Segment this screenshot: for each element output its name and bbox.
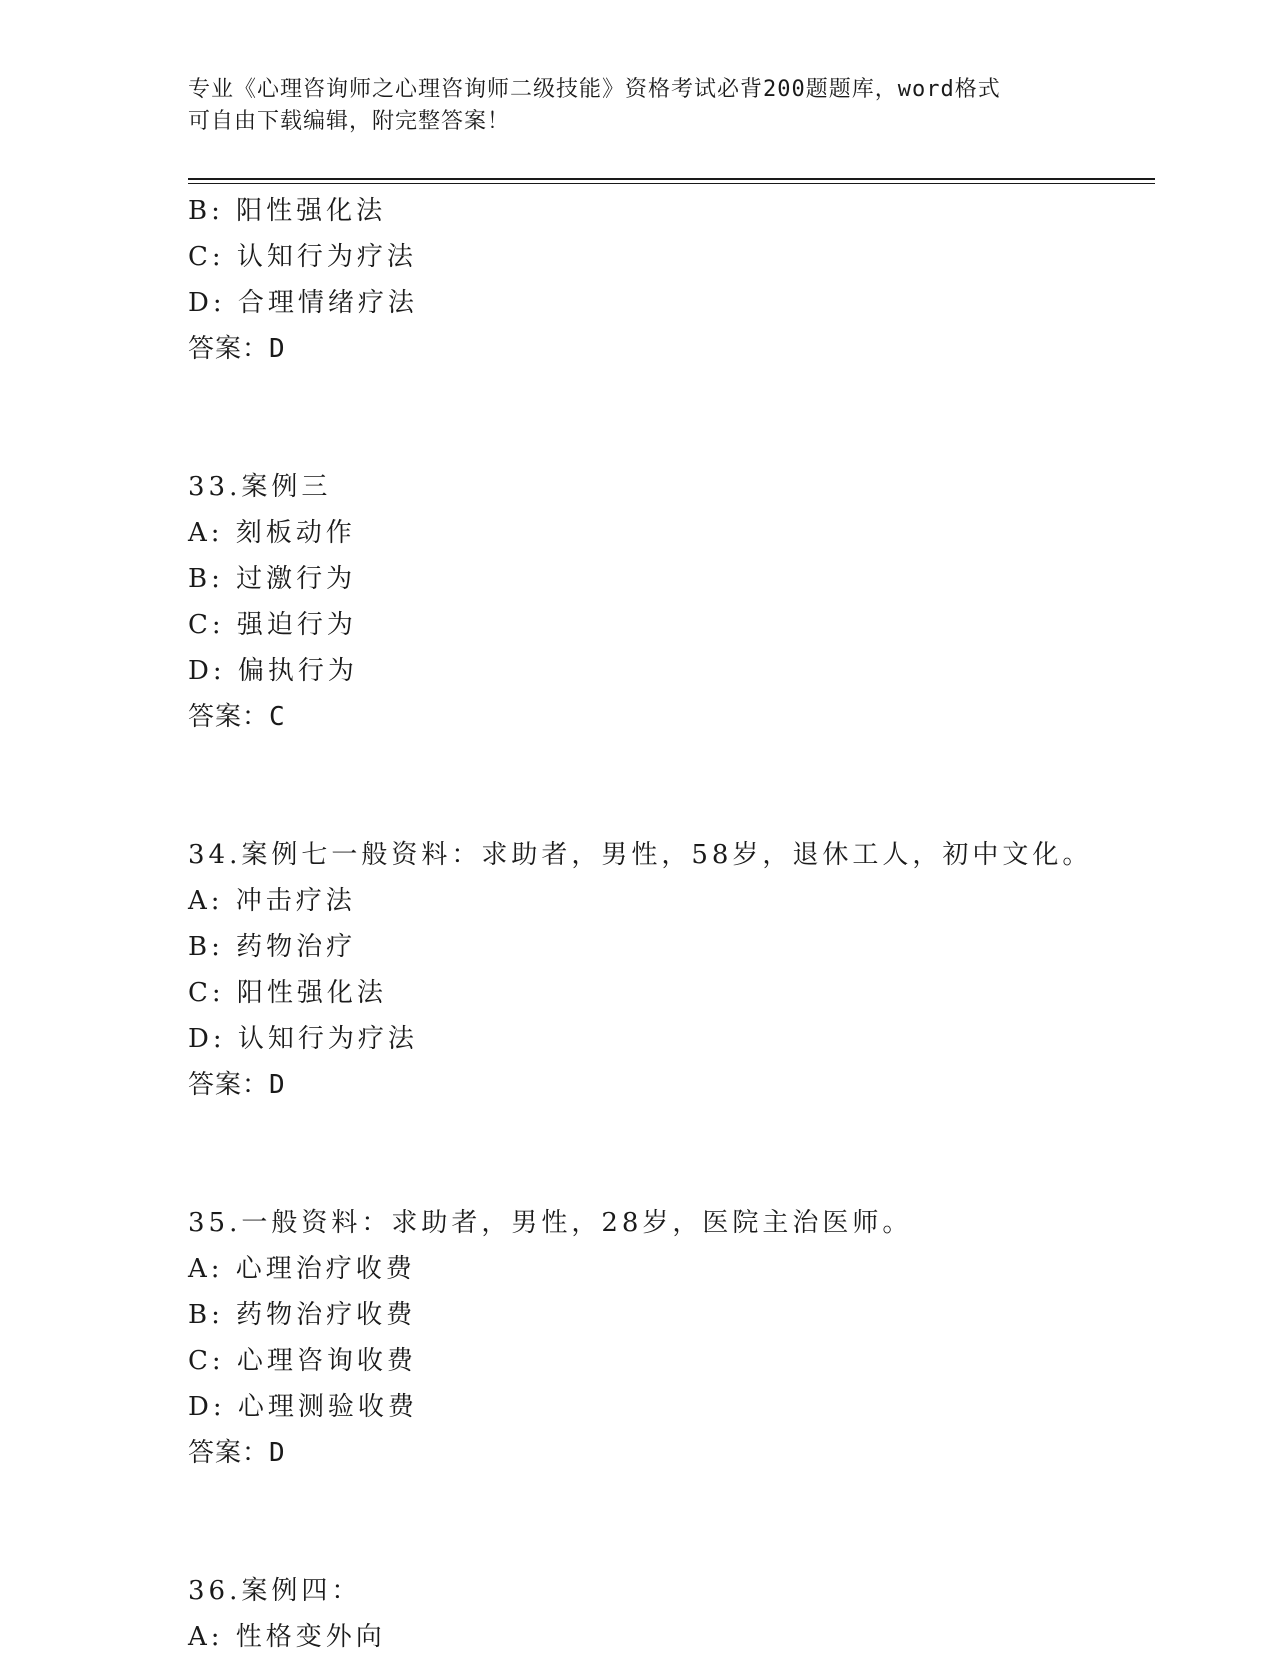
option-c: C: 心理咨询收费: [188, 1346, 417, 1376]
option-a: A: 刻板动作: [188, 518, 356, 548]
option-a: A: 冲击疗法: [188, 886, 356, 916]
header-line-2: 可自由下载编辑，附完整答案！: [188, 109, 511, 134]
question-36: [188, 1568, 1148, 1660]
question-32-continued: [188, 188, 1148, 372]
answer-line: 答案：D: [188, 1070, 286, 1100]
question-35: [188, 1200, 1148, 1476]
option-b: B: 药物治疗: [188, 932, 357, 962]
option-d: D: 心理测验收费: [188, 1392, 418, 1422]
answer-line: 答案：C: [188, 702, 286, 732]
option-b: B: 过激行为: [188, 564, 357, 594]
question-title: 35.一般资料：求助者，男性，28岁，医院主治医师。: [188, 1208, 913, 1238]
question-title: 36.案例四：: [188, 1576, 362, 1606]
option-c: C: 阳性强化法: [188, 978, 387, 1008]
option-b: B: 药物治疗收费: [188, 1300, 417, 1330]
header-divider: [188, 178, 1155, 180]
question-list: [188, 188, 1148, 1660]
option-b: B: 阳性强化法: [188, 196, 387, 226]
question-title: 33.案例三: [188, 472, 332, 502]
document-header: [188, 74, 1068, 138]
option-d: D: 偏执行为: [188, 656, 358, 686]
question-34: [188, 832, 1148, 1108]
question-33: [188, 464, 1148, 740]
question-title: 34.案例七一般资料：求助者，男性，58岁，退休工人，初中文化。: [188, 840, 1093, 870]
header-divider-thin: [188, 183, 1155, 184]
option-d: D: 合理情绪疗法: [188, 288, 418, 318]
option-a: A: 性格变外向: [188, 1622, 386, 1652]
option-c: C: 认知行为疗法: [188, 242, 417, 272]
header-line-1: 专业《心理咨询师之心理咨询师二级技能》资格考试必背200题题库，word格式: [188, 77, 1001, 102]
option-c: C: 强迫行为: [188, 610, 357, 640]
option-d: D: 认知行为疗法: [188, 1024, 418, 1054]
answer-line: 答案：D: [188, 334, 286, 364]
answer-line: 答案：D: [188, 1438, 286, 1468]
option-a: A: 心理治疗收费: [188, 1254, 416, 1284]
